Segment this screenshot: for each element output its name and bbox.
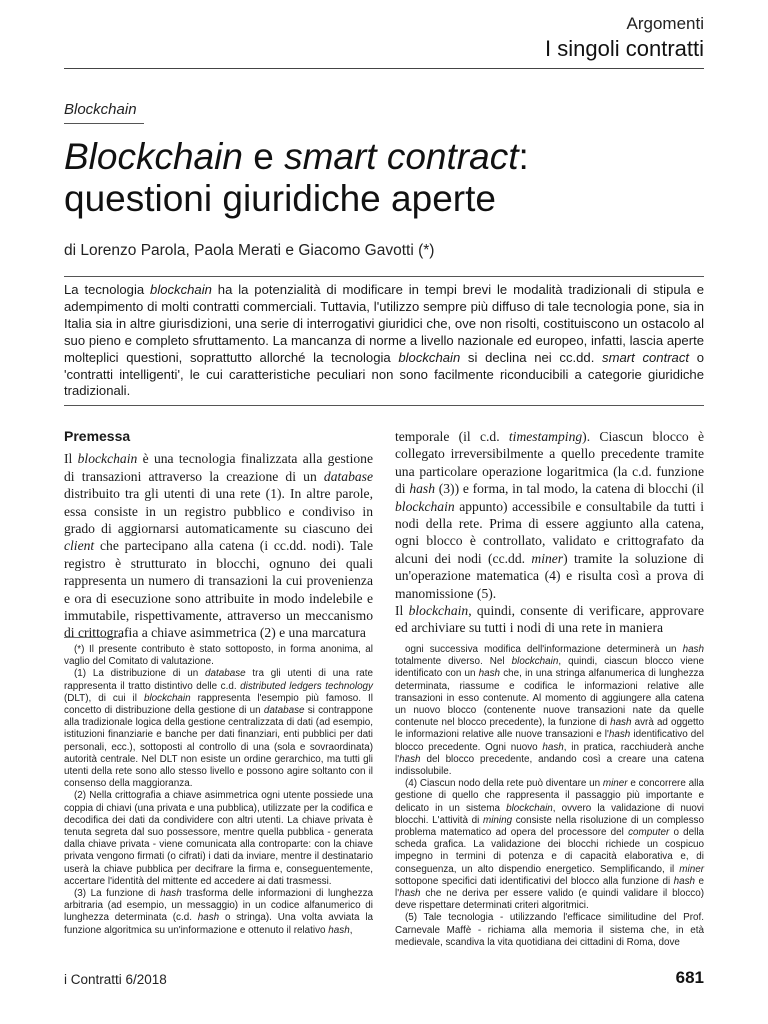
footnote-text: , bbox=[349, 924, 353, 936]
footnote-term: hash bbox=[160, 888, 182, 900]
body-term: blockchain bbox=[408, 603, 469, 619]
body-text: ) tramite la soluzione di un'operazione matematica (4) e risulta così a prova di manomissione (5). bbox=[395, 550, 704, 601]
body-text: ). Ciascun blocco è collegato irreversibilmente a quello precedente tramite una particolare operazione logaritmica (la c.d. funzione di bbox=[395, 429, 704, 497]
article-title bbox=[64, 136, 714, 220]
section-label: Argomenti bbox=[626, 14, 704, 33]
authors: di Lorenzo Parola, Paola Merati e Giacomo Gavotti (*) bbox=[64, 242, 435, 259]
footnote-text: (4) Ciascun nodo della rete può diventare un bbox=[405, 778, 603, 790]
footnote bbox=[64, 644, 373, 668]
body-term: client bbox=[64, 538, 95, 554]
body-text: appunto) accessibile e consultabile da tutti i nodi della rete. Prima di essere aggiunto alla catena, ogni blocco è controllato, validato e crittografato da alcuni dei nodi (cc.dd. bbox=[395, 498, 704, 566]
footnote-text: che ne deriva per essere valido (e quindi validare il blocco) deve rispettare determinati criteri algoritmici. bbox=[395, 888, 704, 912]
footnote-term: hash bbox=[399, 753, 421, 765]
footnote-text: del blocco precedente, andando così a creare una catena indissolubile. bbox=[395, 753, 704, 778]
footnote-text: o stringa). Una volta avviata la funzione algoritmica su un'informazione e ottenuto il relativo bbox=[64, 912, 374, 936]
body-text: Il bbox=[64, 451, 78, 467]
footnotes-right bbox=[395, 644, 704, 949]
abstract-text: o 'contratti intelligenti', le cui caratteristiche peculiari non sono facilmente riconducibili a categorie giuridiche tradizionali. bbox=[64, 349, 705, 399]
footnote bbox=[64, 790, 373, 888]
abstract-rule-top bbox=[64, 276, 704, 277]
footnote-text: che, in una stringa alfanumerica di lunghezza determinata, riassume e codifica le informazioni relative alle transazioni in esso contenute. Al momento di aggiungere alla catena un nuovo blocco (contenente nuove transazioni nate da quelle contenute nel blocco precedente), la funzione di bbox=[395, 668, 704, 729]
footnote-text: tra gli utenti di una rate rappresenta il tratto distintivo delle c.d. bbox=[64, 668, 374, 692]
body-term: timestamping bbox=[508, 429, 583, 444]
footnote-term: hash bbox=[197, 912, 220, 924]
subsection-label: I singoli contratti bbox=[545, 36, 704, 61]
body-text: (3)) e forma, in tal modo, la catena di blocchi (il bbox=[435, 481, 704, 497]
abstract-term: blockchain bbox=[150, 282, 212, 297]
body-text: che partecipano alla catena (i cc.dd. nodi). Tale registro è strutturato in blocchi, ognuno dei quali rappresenta un numero di transazioni la cui provenienza e ora di esecuzione sono attribuite in modo indelebile e immutabile, rispettivamente, attraverso un meccanismo di crittografia a chiave asimmetrica (2) e una marcatura bbox=[64, 538, 373, 641]
footnote-text: (2) Nella crittografia a chiave asimmetrica ogni utente possiede una coppia di chiavi (una privata e una pubblica), utilizzate per la codifica e decodifica dei dati da condividere con altri utenti. La chiave privata è tenuta segreta dal suo possessore, mentre quella pubblica - generata dalla chiave privata - viene comunicata alla controparte: con la chiave privata vengono firmati (o cifrati) i dati da inviare, mentre il destinatario userà la chiave pubblica per decifrare la firma e, conseguentemente, accertare l'identità del mittente ed accedere ai dati trasmessi. bbox=[64, 790, 373, 887]
footnote bbox=[395, 912, 704, 949]
body-term: hash bbox=[409, 481, 435, 497]
journal-issue: i Contratti 6/2018 bbox=[64, 972, 167, 987]
abstract-text: La tecnologia bbox=[64, 282, 151, 297]
body-text: temporale (il c.d. bbox=[395, 429, 509, 444]
footnote-term: hash bbox=[610, 717, 632, 729]
kicker: Blockchain bbox=[64, 101, 137, 118]
footnote-term: hash bbox=[608, 729, 631, 741]
footnote-term: hash bbox=[328, 924, 350, 936]
footnote-term: database bbox=[263, 705, 305, 717]
body-column-left bbox=[64, 428, 373, 642]
footnote-text: e l' bbox=[395, 875, 704, 900]
title-line2: questioni giuridiche aperte bbox=[64, 178, 496, 219]
kicker-rule bbox=[64, 123, 144, 124]
footnote-term: hash bbox=[673, 875, 696, 887]
header-rule bbox=[64, 68, 704, 69]
footnote-term: hash bbox=[399, 888, 421, 900]
footnote-text: , in pratica, racchiuderà anche l' bbox=[395, 741, 704, 765]
footnote-text: (1) La distribuzione di un bbox=[74, 668, 206, 680]
footnote bbox=[395, 778, 704, 912]
body-term: database bbox=[323, 468, 373, 484]
footnote-text: trasforma delle informazioni di lunghezza arbitraria (ad esempio, un messaggio) in un codice alfanumerico di lunghezza determinata (c.d. bbox=[64, 888, 373, 924]
body-paragraph bbox=[64, 450, 373, 641]
abstract-text: si declina nei cc.dd. bbox=[460, 349, 603, 365]
footnote-term: miner bbox=[679, 863, 704, 875]
footnote-text: (DLT), di cui il bbox=[64, 692, 144, 704]
footnote-term: distributed ledgers technology bbox=[240, 680, 373, 692]
footnote bbox=[64, 888, 373, 937]
footnote-text: e concorrere alla gestione di quello che rappresenta il passaggio più importante e delicato in un sistema bbox=[395, 778, 704, 814]
title-part: Blockchain bbox=[64, 136, 243, 177]
body-term: blockchain bbox=[395, 498, 455, 514]
footnote-text: identificativo del blocco precedente. Ogni nuovo bbox=[395, 729, 704, 753]
abstract-text: ha la potenzialità di modificare in tempi brevi le modalità tradizionali di stipula e adempimento di molti contratti commerciali. Tuttavia, l'utilizzo sempre più diffuso di tale tecnologia pone, sia in Italia sia in altre giurisdizioni, una serie di interrogativi giuridici che, ove non risolti, costituiscono un ostacolo al suo pieno e completo sfruttamento. La mancanza di norme a livello nazionale ed europeo, infatti, lascia aperte molteplici questioni, soprattutto allorché la tecnologia bbox=[64, 282, 704, 365]
abstract-rule-bottom bbox=[64, 405, 704, 406]
footnote-term: blockchain bbox=[506, 802, 553, 814]
body-term: blockchain bbox=[77, 451, 138, 467]
footnote-term: computer bbox=[628, 827, 670, 839]
footnote-text: (*) Il presente contributo è stato sottoposto, in forma anonima, al vaglio del Comitato di valutazione. bbox=[64, 644, 373, 668]
footnotes-left bbox=[64, 644, 373, 937]
footnote-term: hash bbox=[542, 741, 564, 753]
footnote-text: si contrappone alla tradizionale logica della gestione centralizzata di dati (ad esempio, istituzioni finanziarie e banche per dati finanziari, enti pubblici per dati personali, ecc.), sottoposti al controllo di una (sola e sovraordinata) autorità centrale. Nel DLT non esiste un ordine gerarchico, ma tutti gli utenti della rete sono allo stesso livello e possono agire soltanto con il consenso della maggioranza. bbox=[64, 705, 373, 790]
footnote-text: , quindi, ciascun blocco viene identificato con un bbox=[395, 656, 704, 680]
footnote-term: database bbox=[205, 668, 246, 680]
title-part: smart contract bbox=[284, 136, 519, 177]
body-text: distribuito tra gli utenti di una rete (1). In altre parole, essa consiste in un registro pubblico e condiviso in grado di aggiornarsi automaticamente su ciascuno dei bbox=[64, 486, 373, 537]
title-part: : bbox=[518, 136, 529, 177]
abstract-term: blockchain bbox=[398, 349, 461, 365]
footnote-term: miner bbox=[602, 778, 628, 790]
title-part: e bbox=[242, 136, 285, 177]
body-paragraph bbox=[395, 602, 704, 637]
footnote-term: hash bbox=[478, 668, 501, 680]
body-column-right bbox=[395, 428, 704, 637]
footnote-term: mining bbox=[482, 814, 513, 826]
body-paragraph bbox=[395, 428, 704, 602]
body-text: , quindi, consente di verificare, approvare ed archiviare su tutti i nodi di una rete in maniera bbox=[395, 603, 705, 636]
section-heading: Premessa bbox=[64, 428, 131, 444]
footnote-rule bbox=[64, 637, 122, 638]
footnote-term: blockchain bbox=[511, 656, 559, 668]
footnote-text: avrà ad oggetto le informazioni relative alle nuove transazioni e l' bbox=[395, 717, 704, 741]
footnote bbox=[64, 668, 373, 790]
footnote-text: sottopone specifici dati identificativi del blocco alla funzione di bbox=[395, 875, 674, 887]
footnote-text: (5) Tale tecnologia - utilizzando l'efficace similitudine del Prof. Carnevale Maffè - richiama alla memoria il sistema che, in età medievale, scandiva la vita quotidiana dei cittadini di Roma, dove bbox=[395, 912, 704, 948]
body-text: Il bbox=[395, 603, 409, 619]
abstract bbox=[64, 282, 704, 400]
footnote-text: consiste nella risoluzione di un complesso problema matematico ad opera del processore del bbox=[395, 814, 704, 839]
footnote-term: hash bbox=[682, 644, 704, 655]
page-number: 681 bbox=[675, 968, 704, 987]
body-text: è una tecnologia finalizzata alla gestione di transazioni attraverso la creazione di un bbox=[64, 451, 373, 484]
body-term: miner bbox=[531, 550, 564, 566]
footnote-text: , ovvero la validazione di nuovi blocchi. L'attività di bbox=[395, 802, 704, 826]
footnote-text: ogni successiva modifica dell'informazione determinerà un bbox=[405, 644, 683, 655]
footnote-text: rappresenta l'esempio più famoso. Il concetto di distribuzione della gestione di un bbox=[64, 692, 373, 717]
footnote-term: blockchain bbox=[143, 692, 191, 704]
abstract-term: smart contract bbox=[602, 349, 690, 365]
footnote-text: o della scheda grafica. La validazione dei blocchi richiede un cospicuo impegno in termini di potenza e di capacità elaborativa e, di conseguenza, un alto dispendio energetico. Semplificando, il bbox=[395, 827, 705, 875]
footnote bbox=[395, 644, 704, 778]
footnote-text: (3) La funzione di bbox=[74, 888, 161, 900]
footnote-text: totalmente diverso. Nel bbox=[395, 656, 512, 668]
